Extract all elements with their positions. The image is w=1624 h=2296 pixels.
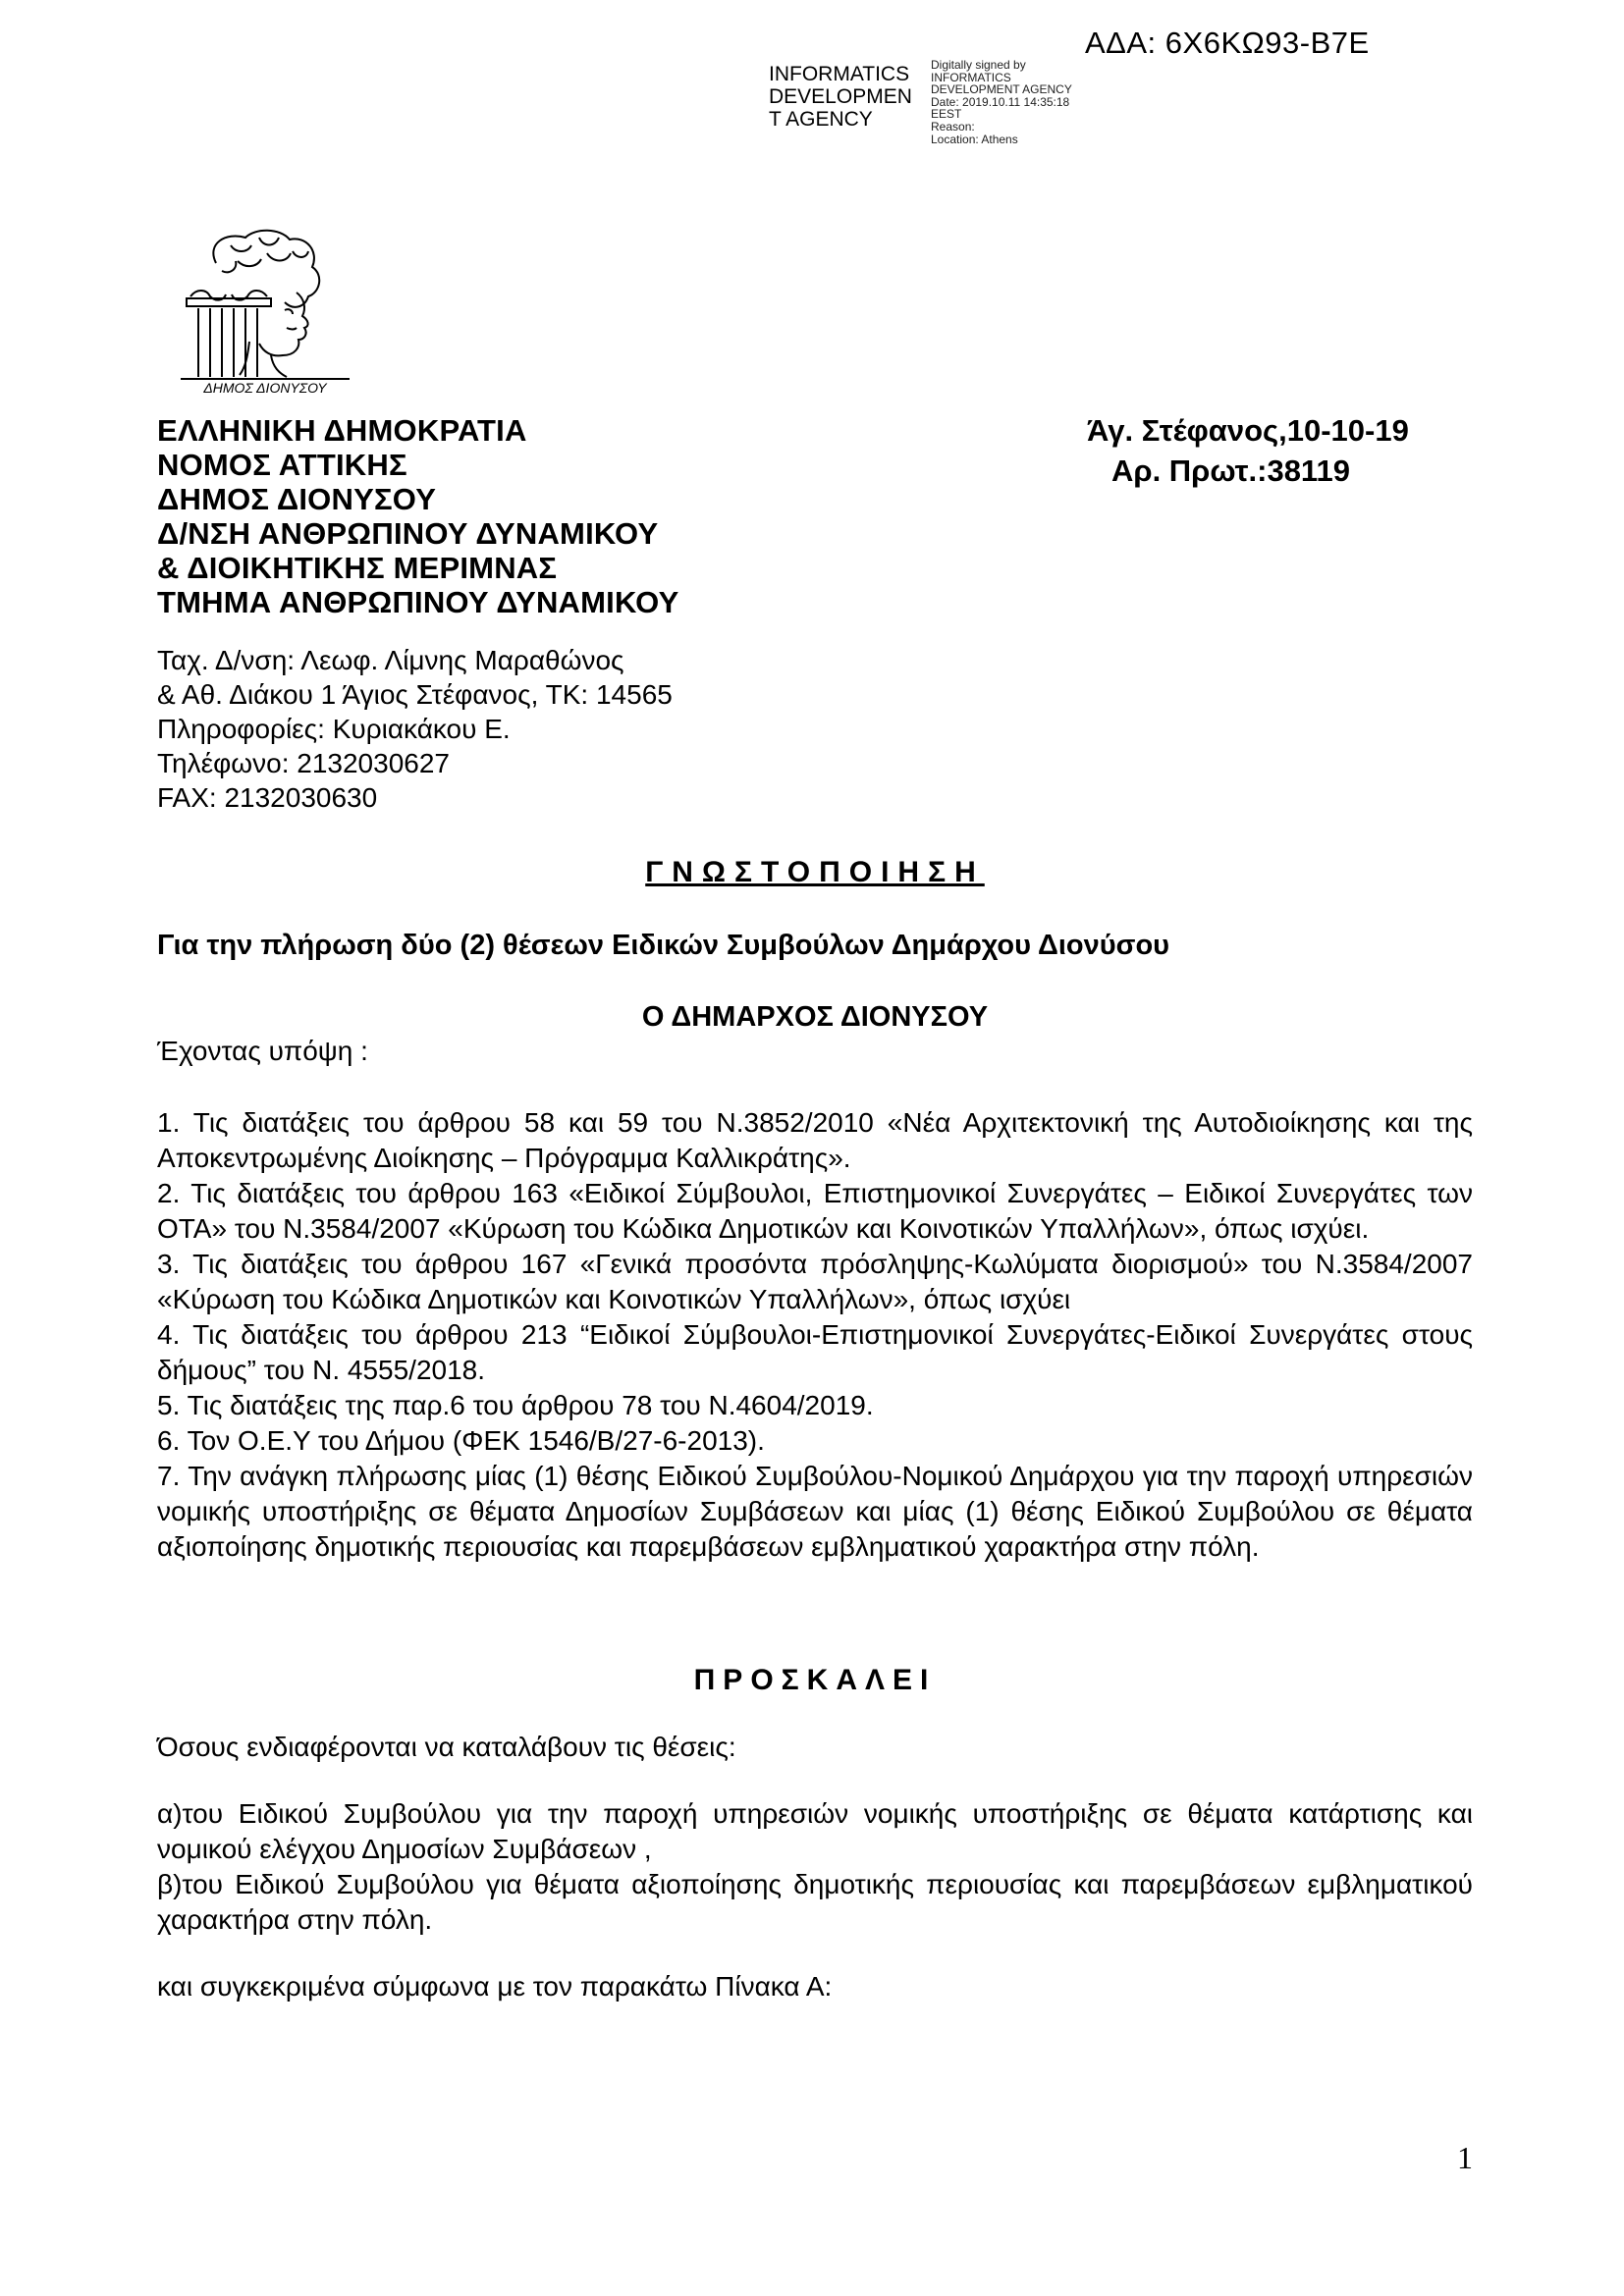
contact-info-person: Πληροφορίες: Κυριακάκου Ε. [157,714,511,744]
authority-line: Δ/ΝΣΗ ΑΝΘΡΩΠΙΝΟΥ ΔΥΝΑΜΙΚΟΥ [157,516,659,551]
contact-block [157,643,673,815]
municipality-logo [177,224,353,397]
place-date: Άγ. Στέφανος,10-10-19 [1087,413,1409,448]
authority-line: ΕΛΛΗΝΙΚΗ ΔΗΜΟΚΡΑΤΙΑ [157,413,527,448]
considering-label: Έχοντας υπόψη : [157,1036,368,1066]
contact-phone: Τηλέφωνο: 2132030627 [157,748,450,778]
logo-caption: ΔΗΜΟΣ ΔΙΟΝΥΣΟΥ [203,380,327,396]
signature-detail-line: DEVELOPMENT AGENCY [931,82,1072,97]
signature-signer [769,63,912,131]
authority-line: ΝΟΜΟΣ ΑΤΤΙΚΗΣ [157,448,407,482]
protocol-number: Αρ. Πρωτ.:38119 [1111,454,1350,488]
positions-list [157,1796,1473,1938]
ada-code: ΑΔΑ: 6Χ6ΚΩ93-Β7Ε [1085,26,1370,60]
authority-line: & ΔΙΟΙΚΗΤΙΚΗΣ ΜΕΡΙΜΝΑΣ [157,551,558,585]
table-reference: και συγκεκριμένα σύμφωνα με τον παρακάτω Πίνακα Α: [157,1971,833,2002]
authority-block [157,413,678,619]
page-number: 1 [1457,2140,1473,2175]
contact-address: Ταχ. Δ/νση: Λεωφ. Λίμνης Μαραθώνος [157,645,624,675]
signer-line: DEVELOPMEN [769,85,912,108]
mayor-heading: Ο ΔΗΜΑΡΧΟΣ ΔΙΟΝΥΣΟΥ [641,1001,989,1033]
authority-line: ΤΜΗΜΑ ΑΝΘΡΩΠΙΝΟΥ ΔΥΝΑΜΙΚΟΥ [157,585,679,619]
contact-address-line2: & Αθ. Διάκου 1 Άγιος Στέφανος, ΤΚ: 14565 [157,679,673,710]
clause: 6. Τον Ο.Ε.Υ του Δήμου (ΦΕΚ 1546/Β/27-6-2013). [157,1425,765,1456]
clause: 4. Τις διατάξεις του άρθρου 213 “Ειδικοί Σύμβουλοι-Επιστημονικοί Συνεργάτες-Ειδικοί Συνεργάτες στους δήμους” του Ν. 4555/2018. [157,1319,1473,1385]
clause: 5. Τις διατάξεις της παρ.6 του άρθρου 78 του Ν.4604/2019. [157,1390,874,1420]
invites-heading: ΠΡΟΣΚΑΛΕΙ [693,1664,937,1696]
position-item: β)του Ειδικού Συμβούλου για θέματα αξιοποίησης δημοτικής περιουσίας και παρεμβάσεων εμβληματικού χαρακτήρα στην πόλη. [157,1869,1473,1935]
signature-detail-line: Date: 2019.10.11 14:35:18 [931,94,1070,109]
signature-detail-line: EEST [931,107,962,122]
clause: 1. Τις διατάξεις του άρθρου 58 και 59 του Ν.3852/2010 «Νέα Αρχιτεκτονική της Αυτοδιοίκησης και της Αποκεντρωμένης Διοίκησης – Πρόγραμμα Καλλικράτης». [157,1107,1473,1173]
signature-detail-line: Reason: [931,119,975,133]
signer-line: T AGENCY [769,108,873,131]
clause: 3. Τις διατάξεις του άρθρου 167 «Γενικά προσόντα πρόσληψης-Κωλύματα διορισμού» του Ν.3584/2007 «Κύρωση του Κώδικα Δημοτικών και Κοινοτικών Υπαλλήλων», όπως ισχύει [157,1249,1473,1314]
signature-details [931,59,1072,145]
notice-title: ΓΝΩΣΤΟΠΟΙΗΣΗ [645,856,985,888]
signature-detail-line: INFORMATICS [931,70,1011,84]
signature-detail-line: Location: Athens [931,132,1018,146]
notice-subject: Για την πλήρωση δύο (2) θέσεων Ειδικών Συμβούλων Δημάρχου Διονύσου [157,930,1170,961]
clauses-list [157,1105,1473,1565]
those-interested: Όσους ενδιαφέρονται να καταλάβουν τις θέσεις: [157,1732,736,1762]
signature-detail-line: Digitally signed by [931,58,1026,72]
authority-line: ΔΗΜΟΣ ΔΙΟΝΥΣΟΥ [157,482,437,516]
position-item: α)του Ειδικού Συμβούλου για την παροχή υπηρεσιών νομικής υποστήριξης σε θέματα κατάρτισης και νομικού ελέγχου Δημοσίων Συμβάσεων , [157,1798,1473,1864]
signer-line: INFORMATICS [769,63,910,85]
clause: 2. Τις διατάξεις του άρθρου 163 «Ειδικοί Σύμβουλοι, Επιστημονικοί Συνεργάτες – Ειδικοί Συνεργάτες των ΟΤΑ» του Ν.3584/2007 «Κύρωση του Κώδικα Δημοτικών και Κοινοτικών Υπαλλήλων», όπως ισχύει. [157,1178,1473,1244]
contact-fax: FAX: 2132030630 [157,782,378,813]
clause: 7. Την ανάγκη πλήρωσης μίας (1) θέσης Ειδικού Συμβούλου-Νομικού Δημάρχου για την παροχή υπηρεσιών νομικής υποστήριξης σε θέματα Δημοσίων Συμβάσεων και μίας (1) θέσης Ειδικού Συμβούλου σε θέματα αξιοποίησης δημοτικής περιουσίας και παρεμβάσεων εμβληματικού χαρακτήρα στην πόλη. [157,1461,1473,1562]
